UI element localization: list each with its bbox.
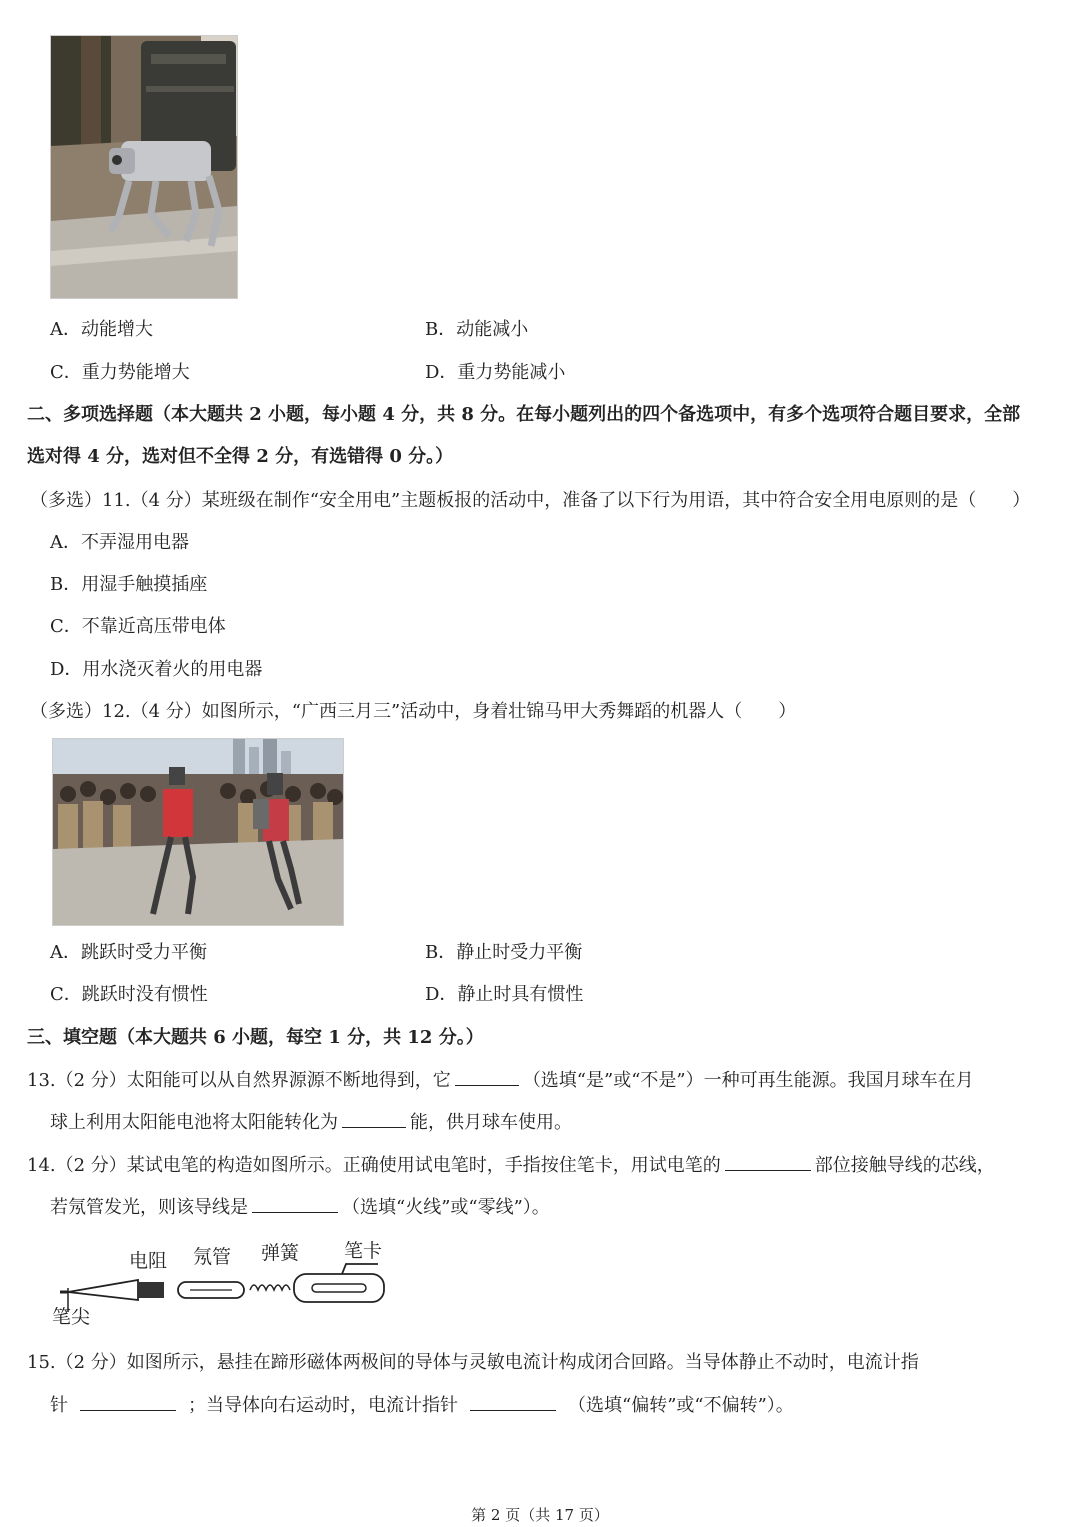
section2-heading-line1: 二、多项选择题（本大题共 2 小题，每小题 4 分，共 8 分。在每小题列出的四个备选项中，有多个选项符合题目要求，全部 — [27, 404, 1021, 425]
q12-option-c: C．跳跃时没有惯性 — [50, 984, 208, 1005]
q14-line2 — [50, 1194, 550, 1221]
q13-line2 — [50, 1109, 572, 1136]
option-c: C．重力势能增大 — [50, 362, 190, 383]
option-b: B．动能减小 — [425, 319, 529, 340]
q12-option-a: A．跳跃时受力平衡 — [50, 942, 207, 963]
q13-text-2a: 球上利用太阳能电池将太阳能转化为 — [50, 1112, 338, 1133]
q15-text-2a: 针 — [50, 1395, 68, 1416]
section3-heading: 三、填空题（本大题共 6 小题，每空 1 分，共 12 分。） — [27, 1027, 484, 1048]
q12-stem: （多选）12.（4 分）如图所示，“广西三月三”活动中，身着壮锦马甲大秀舞蹈的机器人（ ） — [30, 701, 797, 722]
q12-option-d: D．静止时具有惯性 — [425, 984, 584, 1005]
label-spring: 弹簧 — [261, 1242, 300, 1264]
q11-option-b: B．用湿手触摸插座 — [50, 574, 208, 595]
q14-text-2b: （选填“火线”或“零线”）。 — [342, 1197, 550, 1218]
q15-blank-2[interactable] — [470, 1392, 556, 1411]
q15-line1: 15.（2 分）如图所示，悬挂在蹄形磁体两极间的导体与灵敏电流计构成闭合回路。当导体静止不动时，电流计指 — [27, 1352, 919, 1373]
option-a: A．动能增大 — [50, 319, 153, 340]
test-pen-diagram — [50, 1240, 390, 1332]
option-d: D．重力势能减小 — [425, 362, 566, 383]
q14-text-1a: 14.（2 分）某试电笔的构造如图所示。正确使用试电笔时，手指按住笔卡，用试电笔的 — [27, 1155, 721, 1176]
q13-blank-2[interactable] — [342, 1109, 406, 1128]
q14-text-1b: 部位接触导线的芯线， — [814, 1155, 995, 1176]
dancing-robots-photo — [52, 738, 344, 926]
q13-line1 — [27, 1067, 974, 1094]
q15-text-2c: （选填“偏转”或“不偏转”）。 — [568, 1395, 794, 1416]
q14-line1 — [27, 1152, 995, 1179]
label-neon-tube: 氖管 — [193, 1246, 232, 1268]
label-resistor: 电阻 — [129, 1250, 168, 1272]
q14-blank-1[interactable] — [725, 1152, 811, 1171]
q15-line2 — [50, 1392, 794, 1419]
label-pen-tip: 笔尖 — [52, 1306, 91, 1328]
q14-text-2a: 若氖管发光，则该导线是 — [50, 1197, 248, 1218]
q11-stem: （多选）11.（4 分）某班级在制作“安全用电”主题板报的活动中，准备了以下行为用语，其中符合安全用电原则的是（ ） — [30, 490, 1031, 511]
q13-text-1b: （选填“是”或“不是”）一种可再生能源。我国月球车在月 — [522, 1070, 974, 1091]
q13-text-1a: 13.（2 分）太阳能可以从自然界源源不断地得到，它 — [27, 1070, 451, 1091]
q12-option-b: B．静止时受力平衡 — [425, 942, 583, 963]
q15-blank-1[interactable] — [80, 1392, 176, 1411]
section2-heading-line2: 选对得 4 分，选对但不全得 2 分，有选错得 0 分。） — [27, 446, 454, 467]
q11-option-a: A．不弄湿用电器 — [50, 532, 189, 553]
q15-text-2b: ；当导体向右运动时，电流计指针 — [188, 1395, 458, 1416]
q13-blank-1[interactable] — [455, 1067, 519, 1086]
q13-text-2b: 能，供月球车使用。 — [410, 1112, 572, 1133]
q11-option-d: D．用水浇灭着火的用电器 — [50, 659, 263, 680]
robot-dog-photo — [50, 35, 238, 299]
page-footer: 第 2 页（共 17 页） — [471, 1506, 609, 1524]
q14-blank-2[interactable] — [252, 1194, 338, 1213]
label-pen-clip: 笔卡 — [344, 1240, 383, 1262]
q11-option-c: C．不靠近高压带电体 — [50, 616, 226, 637]
